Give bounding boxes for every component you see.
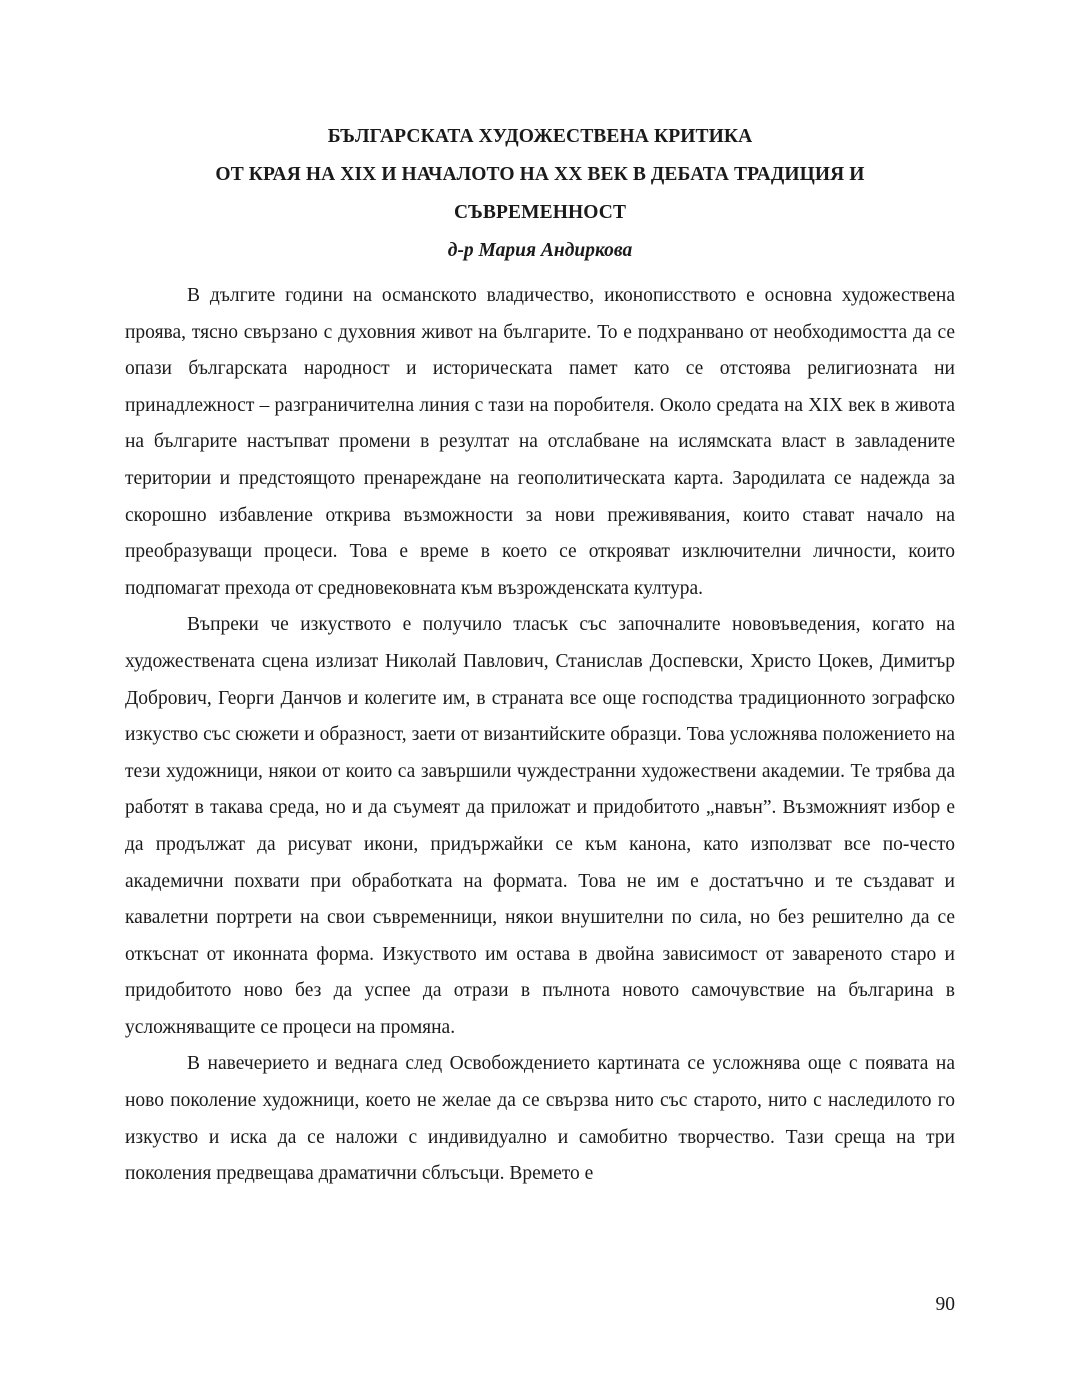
- paragraph-2: Въпреки че изкуството е получило тласък със започналите нововъведения, когато на художествената сцена излизат Николай Павлович, Станислав Доспевски, Христо Цокев, Димитър Добрович, Георги Данчов и колегите им, в страната все още господства традиционното зографско изкуство със сюжети и образност, заети от византийските образци. Това усложнява положението на тези художници, някои от които са завършили чуждестранни художествени академии. Те трябва да работят в такава среда, но и да съумеят да приложат и придобитото „навън”. Възможният избор е да продължат да рисуват икони, придържайки се към канона, като използват все по-често академични похвати при обработката на формата. Това не им е достатъчно и те създават и кавалетни портрети на свои съвременници, някои внушителни по сила, но без решително да се откъснат от иконната форма. Изкуството им остава в двойна зависимост от завареното старо и придобитото ново без да успее да отрази в пълнота новото самочувствие на българина в усложняващите се процеси на промяна.: [125, 614, 955, 1038]
- title-line-2: ОТ КРАЯ НА XIX И НАЧАЛОТО НА XX ВЕК В ДЕБАТА ТРАДИЦИЯ И: [215, 164, 865, 185]
- title-line-3: СЪВРЕМЕННОСТ: [453, 202, 627, 223]
- title-line-1: БЪЛГАРСКАТА ХУДОЖЕСТВЕНА КРИТИКА: [327, 126, 753, 147]
- paragraph-3: В навечерието и веднага след Освобождението картината се усложнява още с появата на ново поколение художници, което не желае да се свързва нито със старото, нито с наследилото го изкуство и иска да се наложи с индивидуално и самобитно творчество. Тази среща на три поколения предвещава драматични сблъсъци. Времето е: [125, 1053, 955, 1185]
- page-number: 90: [935, 1294, 955, 1315]
- paragraph-1: В дългите години на османското владичество, иконописството е основна художествена проява, тясно свързано с духовния живот на българите. То е подхранвано от необходимостта да се опази българската народност и историческата памет като се отстоява религиозната ни принадлежност – разграничителна линия с тази на поробителя. Около средата на XIX век в живота на българите настъпват промени в резултат на отслабване на ислямската власт в завладените територии и предстоящото пренареждане на геополитическата карта. Зародилата се надежда за скорошно избавление открива възможности за нови преживявания, които стават начало на преобразуващи процеси. Това е време в което се открояват изключителни личности, които подпомагат прехода от средновековната към възрожденската култура.: [125, 285, 955, 599]
- page-body: [125, 118, 955, 1193]
- author-name: д-р Мария Андиркова: [447, 240, 633, 261]
